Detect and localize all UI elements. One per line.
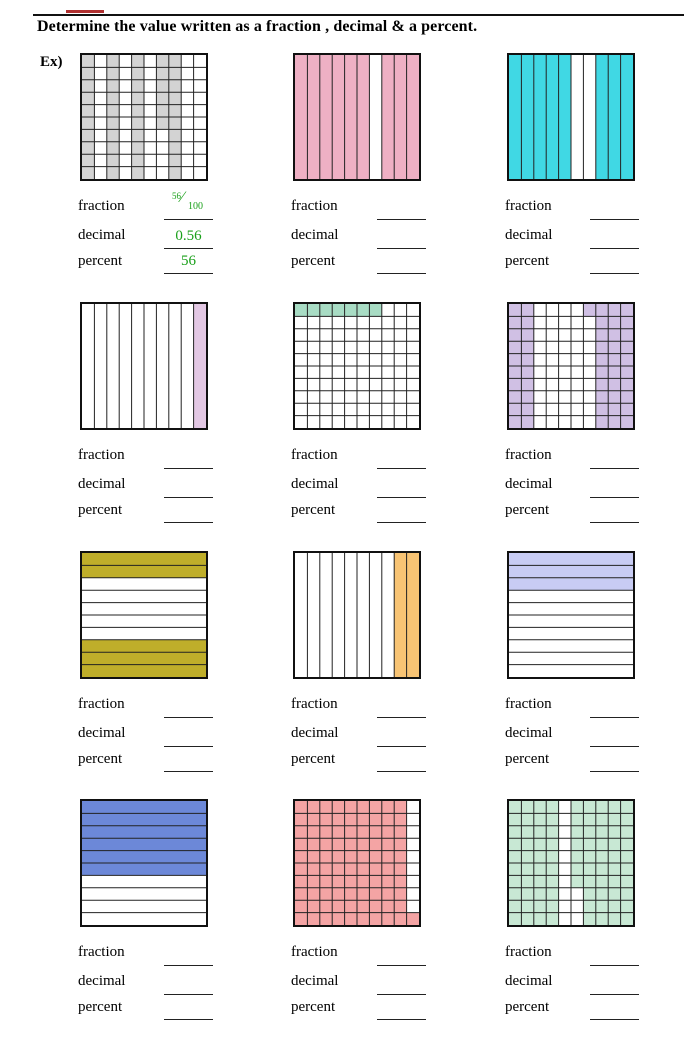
percent-label: percent — [505, 502, 550, 518]
header-accent-mark — [66, 10, 104, 13]
decimal-answer-line[interactable] — [377, 746, 426, 747]
example-percent-answer: 56 — [181, 253, 196, 269]
shaded-column — [534, 55, 546, 179]
percent-answer-line[interactable] — [377, 771, 426, 772]
shaded-column — [509, 55, 521, 179]
percent-answer-line[interactable] — [590, 1019, 639, 1020]
shaded-cell — [345, 304, 357, 316]
shaded-column — [608, 55, 620, 179]
grid-svg — [82, 801, 206, 925]
percent-answer-line[interactable] — [590, 522, 639, 523]
worksheet-title: Determine the value written as a fraction , decimal & a percent. — [37, 18, 478, 35]
decimal-label: decimal — [505, 476, 553, 492]
percent-answer-line[interactable] — [377, 522, 426, 523]
model-grid-p4 — [80, 302, 208, 430]
shaded-row — [82, 640, 206, 652]
percent-answer-line[interactable] — [590, 771, 639, 772]
shaded-column — [357, 55, 369, 179]
shaded-cell — [357, 304, 369, 316]
decimal-label: decimal — [78, 476, 126, 492]
fraction-label: fraction — [78, 198, 125, 214]
percent-answer-line[interactable] — [164, 771, 213, 772]
decimal-answer-line[interactable] — [164, 497, 213, 498]
decimal-answer-line[interactable] — [377, 248, 426, 249]
percent-label: percent — [78, 253, 123, 269]
fraction-answer-line[interactable] — [590, 219, 639, 220]
decimal-answer-line[interactable] — [164, 994, 213, 995]
fraction-label: fraction — [78, 696, 125, 712]
fraction-label: fraction — [78, 944, 125, 960]
decimal-label: decimal — [78, 725, 126, 741]
decimal-label: decimal — [291, 227, 339, 243]
shaded-row — [509, 553, 633, 565]
shaded-column — [320, 55, 332, 179]
percent-answer-line[interactable] — [377, 1019, 426, 1020]
fraction-label: fraction — [291, 447, 338, 463]
shaded-cell — [369, 304, 381, 316]
percent-label: percent — [291, 502, 336, 518]
shaded-column — [407, 553, 419, 677]
decimal-answer-line[interactable] — [377, 497, 426, 498]
decimal-label: decimal — [505, 725, 553, 741]
shaded-row — [82, 826, 206, 838]
model-grid-p2 — [293, 53, 421, 181]
fraction-answer-line[interactable] — [377, 468, 426, 469]
example-decimal-answer: 0.56 — [175, 228, 202, 244]
shaded-column — [307, 55, 319, 179]
percent-answer-line[interactable] — [377, 273, 426, 274]
shaded-cell — [320, 304, 332, 316]
shaded-row — [82, 838, 206, 850]
percent-label: percent — [78, 999, 123, 1015]
decimal-label: decimal — [291, 725, 339, 741]
shaded-column — [407, 55, 419, 179]
example-label: Ex) — [40, 54, 63, 70]
decimal-answer-line[interactable] — [377, 994, 426, 995]
shaded-partial-column — [583, 304, 595, 316]
model-grid-p5 — [293, 302, 421, 430]
shaded-partial-column — [571, 801, 583, 888]
decimal-label: decimal — [291, 973, 339, 989]
shaded-row — [509, 565, 633, 577]
model-grid-p1 — [80, 53, 208, 181]
model-grid-p10 — [80, 799, 208, 927]
fraction-answer-line[interactable] — [377, 219, 426, 220]
shaded-cell — [295, 304, 307, 316]
fraction-numerator: 56 — [172, 191, 181, 201]
shaded-column — [596, 55, 608, 179]
decimal-label: decimal — [505, 227, 553, 243]
percent-label: percent — [291, 999, 336, 1015]
percent-label: percent — [78, 502, 123, 518]
shaded-row — [82, 553, 206, 565]
fraction-label: fraction — [78, 447, 125, 463]
model-grid-p3 — [507, 53, 635, 181]
shaded-column — [194, 304, 206, 428]
fraction-answer-line[interactable] — [377, 965, 426, 966]
percent-label: percent — [505, 751, 550, 767]
grid-svg — [82, 55, 206, 179]
shaded-column — [345, 55, 357, 179]
fraction-answer-line[interactable] — [164, 965, 213, 966]
decimal-label: decimal — [505, 973, 553, 989]
percent-label: percent — [505, 253, 550, 269]
fraction-label: fraction — [505, 696, 552, 712]
shaded-column — [394, 55, 406, 179]
fraction-answer-line[interactable] — [164, 468, 213, 469]
shaded-row — [82, 652, 206, 664]
decimal-answer-line[interactable] — [164, 248, 213, 249]
decimal-answer-line[interactable] — [590, 994, 639, 995]
shaded-row — [82, 801, 206, 813]
percent-answer-line[interactable] — [590, 273, 639, 274]
percent-label: percent — [291, 751, 336, 767]
shaded-row — [82, 851, 206, 863]
decimal-answer-line[interactable] — [590, 746, 639, 747]
decimal-label: decimal — [78, 973, 126, 989]
fraction-slash: ⁄ — [181, 189, 184, 206]
shaded-row — [82, 565, 206, 577]
grid-svg — [295, 55, 419, 179]
fraction-label: fraction — [291, 198, 338, 214]
fraction-answer-line[interactable] — [164, 717, 213, 718]
fraction-denominator: 100 — [188, 201, 203, 212]
shaded-row — [509, 578, 633, 590]
grid-svg — [509, 801, 633, 925]
header-rule — [33, 14, 684, 16]
grid-svg — [82, 304, 206, 428]
grid-svg — [295, 553, 419, 677]
percent-answer-line[interactable] — [164, 1019, 213, 1020]
shaded-row — [82, 863, 206, 875]
fraction-answer-line[interactable] — [590, 468, 639, 469]
shaded-partial-column — [407, 913, 419, 925]
fraction-answer-line[interactable] — [590, 717, 639, 718]
shaded-row — [82, 665, 206, 677]
shaded-column — [559, 55, 571, 179]
shaded-column — [394, 553, 406, 677]
percent-answer-line[interactable] — [164, 273, 213, 274]
percent-label: percent — [505, 999, 550, 1015]
grid-svg — [295, 801, 419, 925]
fraction-label: fraction — [291, 944, 338, 960]
model-grid-p11 — [293, 799, 421, 927]
fraction-answer-line[interactable] — [377, 717, 426, 718]
percent-label: percent — [291, 253, 336, 269]
model-grid-p9 — [507, 551, 635, 679]
fraction-label: fraction — [505, 198, 552, 214]
model-grid-p6 — [507, 302, 635, 430]
shaded-cell — [332, 304, 344, 316]
shaded-row — [82, 813, 206, 825]
fraction-answer-line[interactable] — [590, 965, 639, 966]
shaded-column — [546, 55, 558, 179]
decimal-answer-line[interactable] — [164, 746, 213, 747]
percent-answer-line[interactable] — [164, 522, 213, 523]
shaded-cell — [307, 304, 319, 316]
decimal-answer-line[interactable] — [590, 497, 639, 498]
grid-svg — [82, 553, 206, 677]
model-grid-p7 — [80, 551, 208, 679]
grid-svg — [509, 304, 633, 428]
grid-svg — [295, 304, 419, 428]
decimal-label: decimal — [291, 476, 339, 492]
decimal-label: decimal — [78, 227, 126, 243]
model-grid-p8 — [293, 551, 421, 679]
fraction-label: fraction — [505, 944, 552, 960]
grid-svg — [509, 553, 633, 677]
shaded-column — [295, 55, 307, 179]
shaded-column — [521, 55, 533, 179]
model-grid-p12 — [507, 799, 635, 927]
shaded-column — [621, 55, 633, 179]
shaded-column — [332, 55, 344, 179]
percent-label: percent — [78, 751, 123, 767]
shaded-column — [382, 55, 394, 179]
grid-svg — [509, 55, 633, 179]
fraction-label: fraction — [291, 696, 338, 712]
fraction-answer-line[interactable] — [164, 219, 213, 220]
fraction-label: fraction — [505, 447, 552, 463]
decimal-answer-line[interactable] — [590, 248, 639, 249]
